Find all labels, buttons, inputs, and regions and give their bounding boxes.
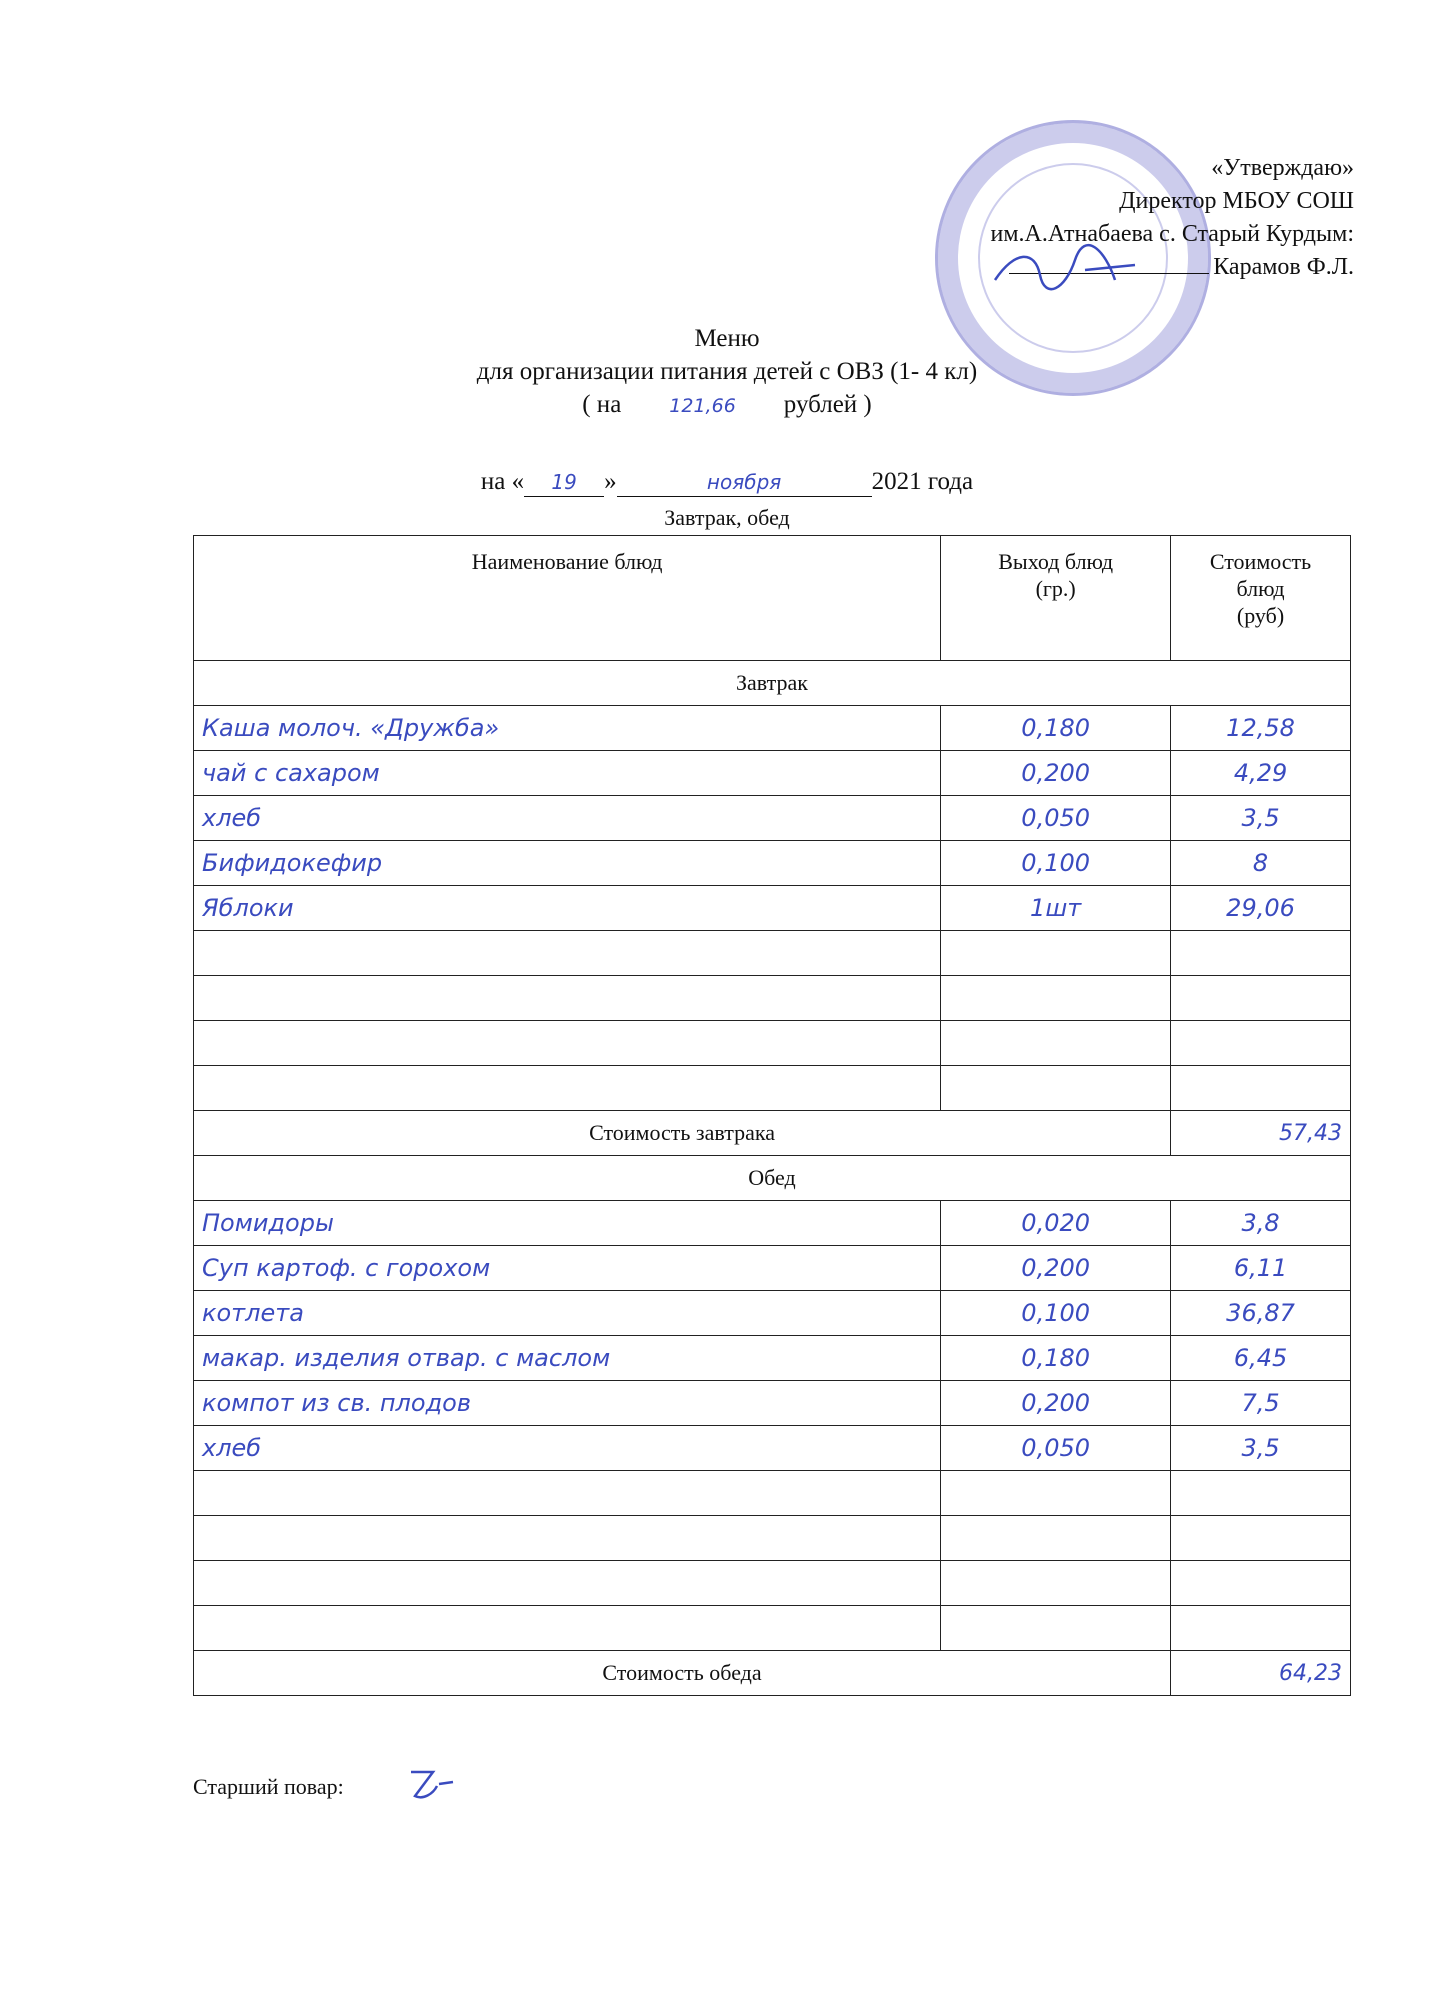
dish-name-cell: компот из св. плодов [194,1381,941,1426]
dish-cost-cell: 8 [1171,841,1351,886]
director-name: Карамов Ф.Л. [1213,254,1354,280]
dish-yield-cell: 0,050 [941,796,1171,841]
dish-cost-cell [1171,1021,1351,1066]
document-title [0,322,1454,423]
col-header-yield: Выход блюд (гр.) [941,536,1171,661]
date-month: ноября [617,470,872,497]
table-header [194,536,1351,661]
date-suffix: 2021 года [871,468,974,495]
table-row [194,976,1351,1021]
table-row [194,796,1351,841]
lunch-section-row [194,1156,1351,1201]
lunch-total-row [194,1651,1351,1696]
table-row [194,1246,1351,1291]
dish-name-cell [194,1516,941,1561]
dish-cost-cell: 7,5 [1171,1381,1351,1426]
approval-line-1: «Утверждаю» [1211,155,1354,181]
date-line [0,468,1454,497]
table-row [194,706,1351,751]
table-row [194,1336,1351,1381]
dish-name-cell: Каша молоч. «Дружба» [194,706,941,751]
dish-yield-cell: 0,200 [941,1381,1171,1426]
dish-name-cell: Суп картоф. с горохом [194,1246,941,1291]
dish-name-cell: Бифидокефир [194,841,941,886]
breakfast-total-value: 57,43 [1171,1111,1351,1156]
cook-signature-block [193,1774,344,1800]
lunch-items [194,1201,1351,1651]
table-row [194,1516,1351,1561]
dish-yield-cell: 0,100 [941,841,1171,886]
dish-name-cell: хлеб [194,796,941,841]
dish-name-cell: хлеб [194,1426,941,1471]
breakfast-total-label: Стоимость завтрака [194,1111,1171,1156]
dish-yield-cell [941,1066,1171,1111]
table-row [194,1471,1351,1516]
dish-cost-cell [1171,976,1351,1021]
dish-cost-cell: 12,58 [1171,706,1351,751]
director-signature [985,240,1145,300]
table-row [194,1066,1351,1111]
dish-name-cell [194,976,941,1021]
dish-name-cell: чай с сахаром [194,751,941,796]
dish-cost-cell [1171,1066,1351,1111]
table-row [194,1201,1351,1246]
date-middle: » [604,468,617,495]
dish-yield-cell [941,1021,1171,1066]
dish-cost-cell [1171,931,1351,976]
page-subtitle: для организации питания детей с ОВЗ (1- 4 кл) [476,358,978,385]
lunch-total-value: 64,23 [1171,1651,1351,1696]
dish-cost-cell [1171,1561,1351,1606]
page-title: Меню [694,325,760,352]
dish-yield-cell [941,1471,1171,1516]
dish-cost-cell: 4,29 [1171,751,1351,796]
dish-name-cell: макар. изделия отвар. с маслом [194,1336,941,1381]
dish-cost-cell: 29,06 [1171,886,1351,931]
col-header-cost: Стоимость блюд (руб) [1171,536,1351,661]
dish-cost-cell: 3,5 [1171,796,1351,841]
price-line [0,388,1454,423]
table-row [194,1291,1351,1336]
dish-yield-cell [941,976,1171,1021]
dish-yield-cell: 0,180 [941,1336,1171,1381]
dish-yield-cell: 0,180 [941,706,1171,751]
breakfast-items [194,706,1351,1111]
dish-yield-cell: 1шт [941,886,1171,931]
table-row [194,886,1351,931]
lunch-section-title: Обед [194,1156,1351,1201]
date-prefix: на « [480,468,525,495]
price-suffix: рублей ) [783,391,872,418]
dish-name-cell: Яблоки [194,886,941,931]
dish-cost-cell: 3,5 [1171,1426,1351,1471]
dish-yield-cell [941,931,1171,976]
price-prefix: ( на [582,391,622,418]
table-row [194,841,1351,886]
price-value: 121,66 [669,395,736,417]
dish-name-cell [194,931,941,976]
dish-yield-cell: 0,050 [941,1426,1171,1471]
lunch-total-label: Стоимость обеда [194,1651,1171,1696]
meal-heading: Завтрак, обед [664,505,790,530]
dish-name-cell [194,1606,941,1651]
dish-yield-cell: 0,200 [941,1246,1171,1291]
breakfast-section-row [194,661,1351,706]
breakfast-total-row [194,1111,1351,1156]
dish-cost-cell [1171,1516,1351,1561]
breakfast-section-title: Завтрак [194,661,1351,706]
dish-yield-cell [941,1516,1171,1561]
menu-table [193,535,1351,1696]
table-row [194,1561,1351,1606]
dish-cost-cell: 6,11 [1171,1246,1351,1291]
dish-yield-cell: 0,200 [941,751,1171,796]
dish-name-cell [194,1021,941,1066]
dish-yield-cell [941,1606,1171,1651]
dish-cost-cell: 6,45 [1171,1336,1351,1381]
table-row [194,931,1351,976]
dish-name-cell: Помидоры [194,1201,941,1246]
dish-name-cell: котлета [194,1291,941,1336]
dish-name-cell [194,1561,941,1606]
table-row [194,1606,1351,1651]
table-row [194,1426,1351,1471]
table-row [194,751,1351,796]
dish-cost-cell [1171,1606,1351,1651]
dish-cost-cell: 36,87 [1171,1291,1351,1336]
dish-name-cell [194,1471,941,1516]
cook-signature [403,1764,463,1804]
dish-cost-cell: 3,8 [1171,1201,1351,1246]
dish-name-cell [194,1066,941,1111]
approval-line-2: Директор МБОУ СОШ [1119,188,1354,214]
approval-line-3: им.А.Атнабаева с. Старый Курдым: [990,221,1354,247]
dish-yield-cell [941,1561,1171,1606]
dish-yield-cell: 0,020 [941,1201,1171,1246]
cook-label: Старший повар: [193,1774,344,1799]
col-header-name: Наименование блюд [194,536,941,661]
table-row [194,1381,1351,1426]
dish-cost-cell [1171,1471,1351,1516]
table-row [194,1021,1351,1066]
dish-yield-cell: 0,100 [941,1291,1171,1336]
date-day: 19 [524,470,604,497]
